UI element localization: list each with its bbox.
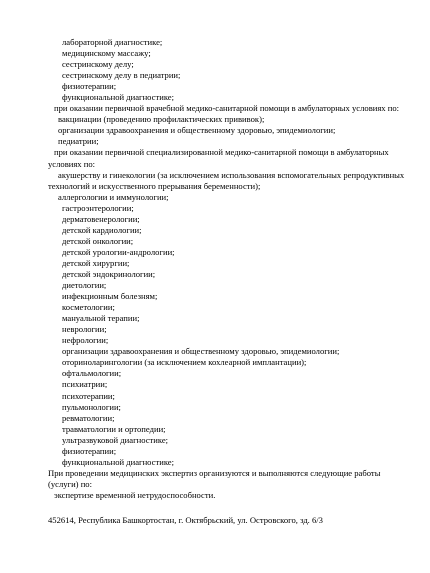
document-line: детской урологии-андрологии; [62,246,175,257]
document-lines [0,37,430,501]
document-line: сестринскому делу в педиатрии; [62,70,181,81]
document-line: При проведении медицинских экспертиз организуются и выполняются следующие работы [48,467,381,478]
document-line: условиях по: [48,158,96,169]
document-line: детской хирургии; [62,257,130,268]
document-line: аллергологии и иммунологии; [58,191,169,202]
document-line: детской онкологии; [62,235,134,246]
document-line: организации здравоохранения и общественному здоровью, эпидемиологии; [58,125,336,136]
document-line: неврологии; [62,324,107,335]
document-line: офтальмологии; [62,368,122,379]
document-line: физиотерапии; [62,445,117,456]
document-line: при оказании первичной специализированной медико-санитарной помощи в амбулаторных [54,147,389,158]
document-line: косметологии; [62,302,115,313]
document-line: функциональной диагностике; [62,456,175,467]
document-line: лабораторной диагностике; [62,37,163,47]
document-line: сестринскому делу; [62,59,134,70]
document-line: (услуги) по: [48,478,92,489]
document-line: детской эндокринологии; [62,268,156,279]
document-line: гастроэнтерологии; [62,202,134,213]
document-line: мануальной терапии; [62,313,140,324]
document-line: дерматовенерологии; [62,213,140,224]
document-line: нефрологии; [62,335,109,346]
document-line: организации здравоохранения и общественному здоровью, эпидемиологии; [62,346,340,357]
document-line: физиотерапии; [62,81,117,92]
spacer [0,501,430,515]
document-line: пульмонологии; [62,401,121,412]
document-line: инфекционным болезням; [62,291,158,302]
document-line: диетологии; [62,280,107,291]
address-line: 452614, Республика Башкортостан, г. Октябрьский, ул. Островского, зд. 6/3 [48,514,323,525]
document-line: акушерству и гинекологии (за исключением использования вспомогательных репродуктивных [58,169,405,180]
document-line: психотерапии; [62,390,115,401]
document-line: функциональной диагностике; [62,92,175,103]
document-line: медицинскому массажу; [62,48,151,59]
document-body [0,37,430,526]
document-line: ревматологии; [62,412,115,423]
document-line: педиатрии; [58,136,99,147]
document-line: ультразвуковой диагностике; [62,434,169,445]
document-line: оториноларингологии (за исключением кохлеарной имплантации); [62,357,307,368]
document-line: при оказании первичной врачебной медико-санитарной помощи в амбулаторных условиях по: [54,103,400,114]
document-line: технологий и искусственного прерывания беременности); [48,180,261,191]
document-line: вакцинации (проведению профилактических прививок); [58,114,265,125]
document-line: психиатрии; [62,379,108,390]
document-line: экспертизе временной нетрудоспособности. [54,489,216,500]
document-line: детской кардиологии; [62,224,142,235]
document-line: травматологии и ортопедии; [62,423,166,434]
